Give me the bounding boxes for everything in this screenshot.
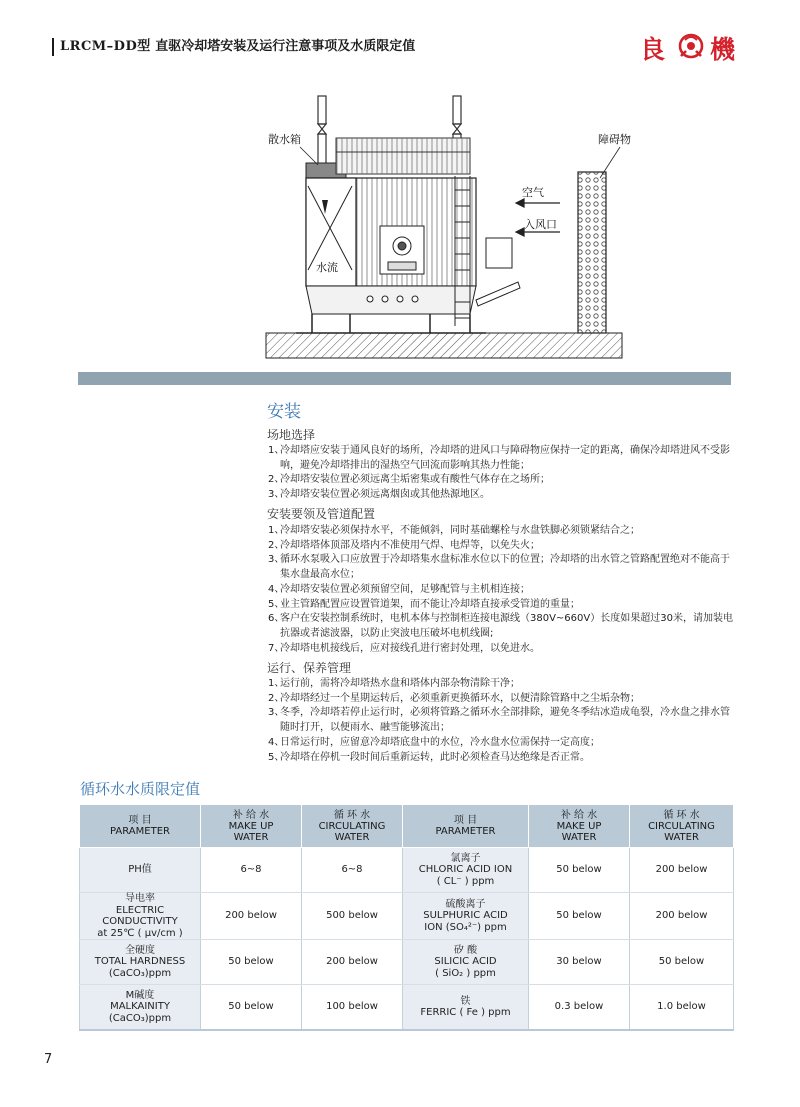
list-item-number: 1、	[268, 678, 285, 689]
label-water-flow: 水流	[316, 261, 338, 274]
list-item	[268, 488, 738, 503]
section-divider-band	[78, 372, 731, 385]
label-air: 空气	[522, 186, 544, 199]
list-item	[268, 677, 738, 692]
param-cell-right	[403, 940, 529, 985]
param-line: ELECTRIC CONDUCTIVITY	[102, 904, 178, 927]
list-item-number: 4、	[268, 583, 285, 595]
header-param-cn: 项 目	[128, 815, 152, 826]
param-line: SILICIC ACID	[434, 956, 497, 968]
list-item-text: 冷却塔安装必须保持水平，不能倾斜，同时基础螺栓与水盘铁脚必须锁紧结合之；	[280, 525, 640, 536]
param-line: CHLORIC ACID ION	[418, 864, 513, 876]
param-cell-right	[403, 848, 529, 893]
header-makeup-cn: 补 给 水	[560, 809, 598, 821]
site-selection-title: 场地选择	[267, 428, 316, 442]
circulating-value-left: 500 below	[302, 893, 403, 940]
header-circ-en1: CIRCULATING	[648, 820, 715, 832]
list-item-text: 冷却塔在停机一段时间后重新运转，此时必须检查马达绝缘是否正常。	[280, 751, 590, 763]
param-line: ION (SO₄²⁻) ppm	[424, 921, 507, 933]
list-item-number: 5、	[268, 598, 285, 610]
param-line: MALKAINITY	[110, 1001, 170, 1013]
param-line: 铁	[460, 995, 471, 1007]
list-item	[268, 553, 738, 582]
list-item	[268, 692, 738, 707]
param-line: PH值	[128, 864, 152, 876]
label-air-inlet: 入风口	[524, 218, 557, 231]
param-cell-right	[403, 893, 529, 940]
list-item-text: 业主管路配置应设置管道架，而不能让冷却塔直接承受管道的重量；	[280, 598, 580, 610]
outlet-pipe	[476, 238, 520, 306]
header-parameter-left	[80, 805, 201, 848]
install-section-title: 安装	[267, 402, 301, 422]
list-item	[268, 706, 738, 735]
table-header-row	[80, 805, 734, 848]
site-selection-list	[268, 444, 738, 503]
makeup-value-left: 50 below	[201, 985, 302, 1031]
header-accent-bar	[52, 38, 54, 56]
list-item	[268, 598, 738, 613]
list-item	[268, 539, 738, 554]
list-item-text: 客户在安装控制系统时，电机本体与控制柜连接电源线（380V~660V）长度如果超过30米，请加装电抗器或者滤波器，以防止突波电压破坏电机线圈;	[280, 613, 733, 639]
motor-box	[380, 226, 424, 274]
list-item-number: 3、	[268, 707, 285, 719]
header-param-en: PARAMETER	[110, 826, 170, 837]
fan-cowl	[336, 138, 470, 174]
header-circ-cn: 循 环 水	[663, 809, 700, 821]
brand-logo	[640, 30, 750, 62]
param-cell-right	[403, 985, 529, 1031]
header-makeup-en1: MAKE UP	[556, 820, 602, 832]
makeup-value-left: 50 below	[201, 940, 302, 985]
table-row	[80, 985, 734, 1031]
list-item-text: 冷却塔经过一个星期运转后，必须重新更换循环水，以便清除管路中之尘垢杂物；	[280, 692, 640, 704]
list-item	[268, 751, 738, 766]
list-item-text: 运行前，需将冷却塔热水盘和塔体内部杂物清除干净；	[280, 678, 520, 689]
header-parameter-right	[403, 805, 529, 848]
spray-pipe-left	[318, 96, 326, 164]
param-line: 全硬度	[125, 944, 155, 956]
param-line: 氯离子	[450, 852, 481, 864]
header-circ-cn: 循 环 水	[333, 809, 371, 821]
header-makeup-en1: MAKE UP	[228, 820, 274, 832]
circulating-value-right: 200 below	[630, 893, 734, 940]
circulating-value-left: 6~8	[302, 848, 403, 893]
param-line: 导电率	[125, 893, 155, 904]
page-header-title	[60, 38, 415, 56]
header-title-text: 直驱冷却塔安装及运行注意事项及水质限定值	[155, 39, 416, 54]
param-cell-left	[80, 893, 201, 940]
makeup-value-right: 0.3 below	[529, 985, 630, 1031]
list-item-number: 1、	[268, 445, 285, 456]
makeup-value-right: 50 below	[529, 848, 630, 893]
label-obstacle: 障碍物	[598, 133, 631, 146]
param-line: FERRIC ( Fe ) ppm	[420, 1007, 511, 1018]
list-item-number: 3、	[268, 489, 285, 501]
header-makeup-left	[201, 805, 302, 848]
param-cell-left	[80, 985, 201, 1031]
param-line: at 25℃ ( μv/cm )	[97, 927, 183, 939]
obstacle-wall	[578, 172, 606, 333]
list-item-number: 1、	[268, 525, 285, 536]
header-circulating-left	[302, 805, 403, 848]
param-cell-left	[80, 848, 201, 893]
list-item-text: 冷却塔应安装于通风良好的场所，冷却塔的进风口与障碍物应保持一定的距离，确保冷却塔进风不受影响，避免冷却塔排出的湿热空气回流而影响其热力性能；	[280, 445, 730, 471]
header-circulating-right	[630, 805, 734, 848]
list-item	[268, 524, 738, 539]
header-circ-en1: CIRCULATING	[318, 820, 386, 832]
list-item-number: 4、	[268, 736, 285, 748]
list-item-number: 2、	[268, 692, 285, 704]
makeup-value-left: 6~8	[201, 848, 302, 893]
header-makeup-en2: WATER	[233, 831, 269, 843]
piping-section-title: 安装要领及管道配置	[267, 507, 376, 521]
list-item	[268, 583, 738, 598]
list-item-text: 冷却塔电机接线后，应对接线孔进行密封处理，以免进水。	[280, 642, 540, 654]
water-quality-table	[79, 804, 734, 1031]
table-row	[80, 848, 734, 893]
list-item-text: 循环水泵吸入口应放置于冷却塔集水盘标准水位以下的位置；冷却塔的出水管之管路配置绝对不能高于集水盘最高水位；	[280, 554, 730, 581]
list-item-text: 冷却塔塔体顶部及塔内不准使用气焊、电焊等，以免失火；	[280, 539, 540, 551]
makeup-value-right: 50 below	[529, 893, 630, 940]
header-circ-en2: WATER	[664, 831, 699, 843]
list-item	[268, 736, 738, 751]
circulating-value-left: 100 below	[302, 985, 403, 1031]
list-item-number: 5、	[268, 751, 285, 763]
list-item-text: 冷却塔安装位置必须预留空间，足够配管与主机相连接；	[280, 583, 530, 595]
param-line: M碱度	[125, 989, 155, 1001]
table-row	[80, 893, 734, 940]
list-item-text: 日常运行时，应留意冷却塔底盘中的水位，冷水盘水位需保持一定高度；	[280, 736, 600, 748]
piping-list	[268, 524, 738, 656]
circulating-value-left: 200 below	[302, 940, 403, 985]
header-model: LRCM–DD型	[60, 39, 151, 54]
list-item-text: 冬季，冷却塔若停止运行时，必须将管路之循环水全部排除，避免冬季结冰造成龟裂，冷水盘之排水管随时打开，以便雨水、融雪能够流出；	[280, 707, 730, 734]
list-item	[268, 642, 738, 657]
cooling-tower-diagram	[0, 80, 800, 380]
header-param-en: PARAMETER	[435, 826, 496, 837]
makeup-value-left: 200 below	[201, 893, 302, 940]
header-makeup-right	[529, 805, 630, 848]
param-line: 矽 酸	[453, 944, 478, 956]
list-item-number: 6、	[268, 613, 285, 625]
list-item-number: 3、	[268, 554, 285, 566]
param-line: ( CL⁻ ) ppm	[436, 875, 495, 887]
param-line: TOTAL HARDNESS	[94, 956, 186, 968]
header-circ-en2: WATER	[334, 831, 370, 843]
header-param-cn: 项 目	[453, 815, 478, 826]
support-legs	[296, 314, 486, 333]
label-spray-box: 散水箱	[268, 133, 301, 146]
list-item	[268, 612, 738, 641]
circulating-value-right: 50 below	[630, 940, 734, 985]
param-cell-left	[80, 940, 201, 985]
list-item-text: 冷却塔安装位置必须远离烟囱或其他热源地区。	[280, 489, 490, 501]
list-item-number: 2、	[268, 474, 285, 486]
makeup-value-right: 30 below	[529, 940, 630, 985]
list-item	[268, 473, 738, 488]
brand-char-left: 良	[640, 35, 666, 64]
header-makeup-en2: WATER	[561, 831, 597, 843]
water-quality-title: 循环水水质限定值	[80, 780, 201, 798]
cold-water-basin	[306, 286, 476, 314]
maintenance-section-title: 运行、保养管理	[267, 661, 352, 675]
param-line: (CaCO₃)ppm	[108, 1012, 172, 1024]
param-line: 硫酸离子	[445, 898, 486, 910]
circulating-value-right: 200 below	[630, 848, 734, 893]
page-number: 7	[44, 1052, 53, 1067]
param-line: SULPHURIC ACID	[423, 910, 508, 922]
header-makeup-cn: 补 给 水	[232, 809, 270, 821]
param-line: (CaCO₃)ppm	[108, 967, 172, 979]
ground-slab	[266, 333, 622, 358]
list-item	[268, 444, 738, 473]
param-line: ( SiO₂ ) ppm	[435, 967, 496, 979]
list-item-number: 7、	[268, 642, 285, 654]
maintenance-list	[268, 677, 738, 765]
brand-char-right: 機	[710, 35, 736, 64]
list-item-text: 冷却塔安装位置必须远离尘垢密集或有酸性气体存在之场所；	[280, 474, 550, 486]
brand-emblem-icon	[676, 32, 706, 60]
list-item-number: 2、	[268, 539, 285, 551]
circulating-value-right: 1.0 below	[630, 985, 734, 1031]
table-row	[80, 940, 734, 985]
